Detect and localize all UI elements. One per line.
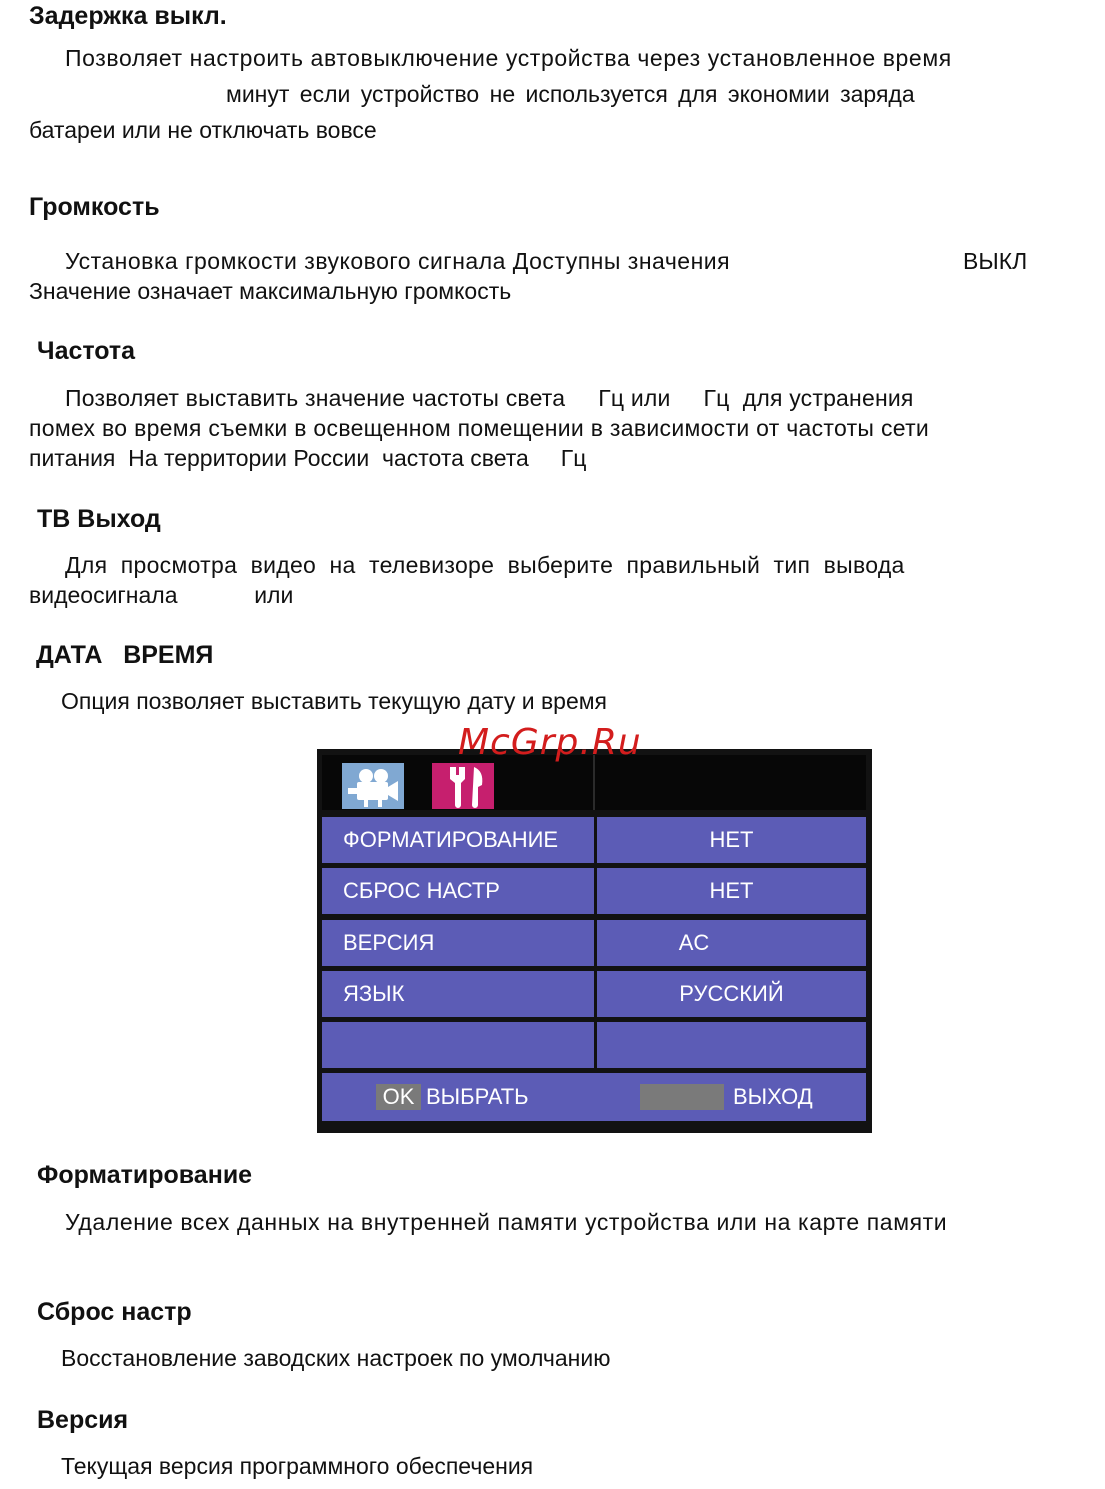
tv-out-text-line2: видеосигнала или — [29, 582, 294, 608]
menu-row-language-label[interactable]: ЯЗЫК — [322, 971, 594, 1017]
menu-row-empty-label[interactable] — [322, 1022, 594, 1068]
section-title-version: Версия — [37, 1406, 129, 1434]
delay-text-line2: минут если устройство не используется для экономии заряда — [226, 81, 915, 107]
menu-row-reset-value[interactable]: НЕТ — [597, 868, 866, 914]
menu-footer — [322, 1073, 866, 1121]
ok-key-badge: OK — [376, 1084, 421, 1110]
version-text: Текущая версия программного обеспечения — [61, 1453, 534, 1479]
delay-text-line3: батареи или не отключать вовсе — [29, 117, 377, 143]
settings-menu-screen — [317, 749, 872, 1133]
menu-row-version-label[interactable]: ВЕРСИЯ — [322, 920, 594, 966]
frequency-text-line3: питания На территории России частота света Гц — [29, 445, 587, 471]
menu-tab-divider — [593, 755, 595, 810]
video-camera-icon[interactable] — [342, 763, 404, 809]
watermark: McGrp.Ru — [458, 722, 642, 763]
section-title-format: Форматирование — [37, 1161, 253, 1189]
select-hint: ВЫБРАТЬ — [426, 1084, 529, 1109]
tv-out-text-line1: Для просмотра видео на телевизоре выберите правильный тип вывода — [65, 552, 905, 578]
tools-icon[interactable] — [432, 763, 494, 809]
menu-row-empty-value[interactable] — [597, 1022, 866, 1068]
section-title-reset: Сброс настр — [37, 1298, 192, 1326]
menu-row-format-label[interactable]: ФОРМАТИРОВАНИЕ — [322, 817, 594, 863]
volume-text-line1: Установка громкости звукового сигнала Доступны значения — [65, 248, 731, 274]
exit-hint: ВЫХОД — [733, 1084, 813, 1109]
section-title-frequency: Частота — [37, 337, 136, 365]
frequency-text-line1: Позволяет выставить значение частоты света Гц или Гц для устранения — [65, 385, 914, 411]
menu-row-version-value[interactable]: AC — [597, 920, 866, 966]
section-title-volume: Громкость — [29, 193, 160, 221]
menu-row-format-value[interactable]: НЕТ — [597, 817, 866, 863]
section-title-datetime: ДАТА ВРЕМЯ — [36, 641, 214, 669]
section-title-delay: Задержка выкл. — [29, 2, 227, 30]
section-title-tv-out: ТВ Выход — [37, 505, 161, 533]
datetime-text: Опция позволяет выставить текущую дату и время — [61, 688, 608, 714]
menu-row-language-value[interactable]: РУССКИЙ — [597, 971, 866, 1017]
frequency-text-line2: помех во время съемки в освещенном помещении в зависимости от частоты сети — [29, 415, 930, 441]
reset-text: Восстановление заводских настроек по умолчанию — [61, 1345, 611, 1371]
volume-text-line2: Значение означает максимальную громкость — [29, 278, 512, 304]
volume-text-off: ВЫКЛ — [963, 248, 1028, 274]
menu-row-reset-label[interactable]: СБРОС НАСТР — [322, 868, 594, 914]
exit-key-badge — [640, 1084, 724, 1110]
delay-text-line1: Позволяет настроить автовыключение устройства через установленное время — [65, 45, 952, 71]
format-text: Удаление всех данных на внутренней памяти устройства или на карте памяти — [65, 1209, 948, 1235]
